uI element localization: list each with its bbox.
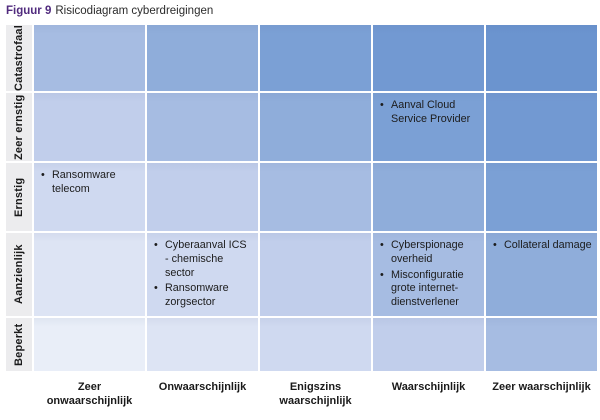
- matrix-cell: [373, 163, 484, 231]
- risk-matrix: [6, 25, 597, 415]
- likelihood-axis-label-onwaarschijnlijk: Onwaarschijnlijk: [158, 381, 247, 393]
- matrix-cell: [260, 233, 371, 316]
- figure-title-text: Risicodiagram cyberdreigingen: [55, 5, 214, 17]
- cell-item: • Collateral damage: [491, 239, 592, 253]
- matrix-cell: [147, 25, 258, 91]
- matrix-cell: [373, 25, 484, 91]
- matrix-cell: [147, 93, 258, 161]
- likelihood-axis-label-waarschijnlijk: Waarschijnlijk: [391, 381, 466, 393]
- matrix-cell: [486, 93, 597, 161]
- cell-item: • Misconfiguratie grote internet-dienstverlener: [378, 269, 479, 310]
- matrix-cell: [486, 233, 597, 316]
- impact-axis-label-ernstig: Ernstig: [6, 163, 32, 231]
- matrix-cell: [486, 25, 597, 91]
- cell-item: • Aanval Cloud Service Provider: [378, 99, 479, 127]
- matrix-cell: [373, 233, 484, 316]
- matrix-cell: [260, 93, 371, 161]
- cell-item: • Cyberaanval ICS - chemische sector: [152, 239, 253, 280]
- matrix-cell: [147, 318, 258, 371]
- likelihood-axis-label-zeer-onwaarschijnlijk: Zeer onwaarschijnlijk: [46, 381, 133, 408]
- figure-title: [6, 4, 600, 18]
- matrix-cell: [147, 233, 258, 316]
- impact-axis-label-zeer-ernstig: Zeer ernstig: [6, 93, 32, 161]
- cell-item: • Ransomware zorgsector: [152, 282, 253, 310]
- matrix-cell: [486, 318, 597, 371]
- matrix-cell: [486, 163, 597, 231]
- impact-axis-label-catastrofaal: Catastrofaal: [6, 25, 32, 91]
- matrix-cell: [34, 163, 145, 231]
- impact-axis-label-aanzienlijk: Aanzienlijk: [6, 233, 32, 316]
- likelihood-axis-label-enigszins-waarschijnlijk: Enigszins waarschijnlijk: [279, 381, 352, 408]
- figure-number-label: Figuur 9: [6, 5, 52, 17]
- cell-item: • Ransomware telecom: [39, 169, 140, 197]
- matrix-cell: [34, 93, 145, 161]
- matrix-cell: [34, 318, 145, 371]
- matrix-cell: [373, 93, 484, 161]
- matrix-cell: [260, 318, 371, 371]
- matrix-cell: [34, 25, 145, 91]
- matrix-cell: [34, 233, 145, 316]
- matrix-cell: [260, 25, 371, 91]
- impact-axis-label-beperkt: Beperkt: [6, 318, 32, 371]
- likelihood-axis-label-zeer-waarschijnlijk: Zeer waarschijnlijk: [492, 381, 591, 393]
- matrix-cell: [260, 163, 371, 231]
- cell-item: • Cyberspionage overheid: [378, 239, 479, 267]
- axis-corner-spacer: [6, 373, 32, 415]
- matrix-cell: [373, 318, 484, 371]
- matrix-cell: [147, 163, 258, 231]
